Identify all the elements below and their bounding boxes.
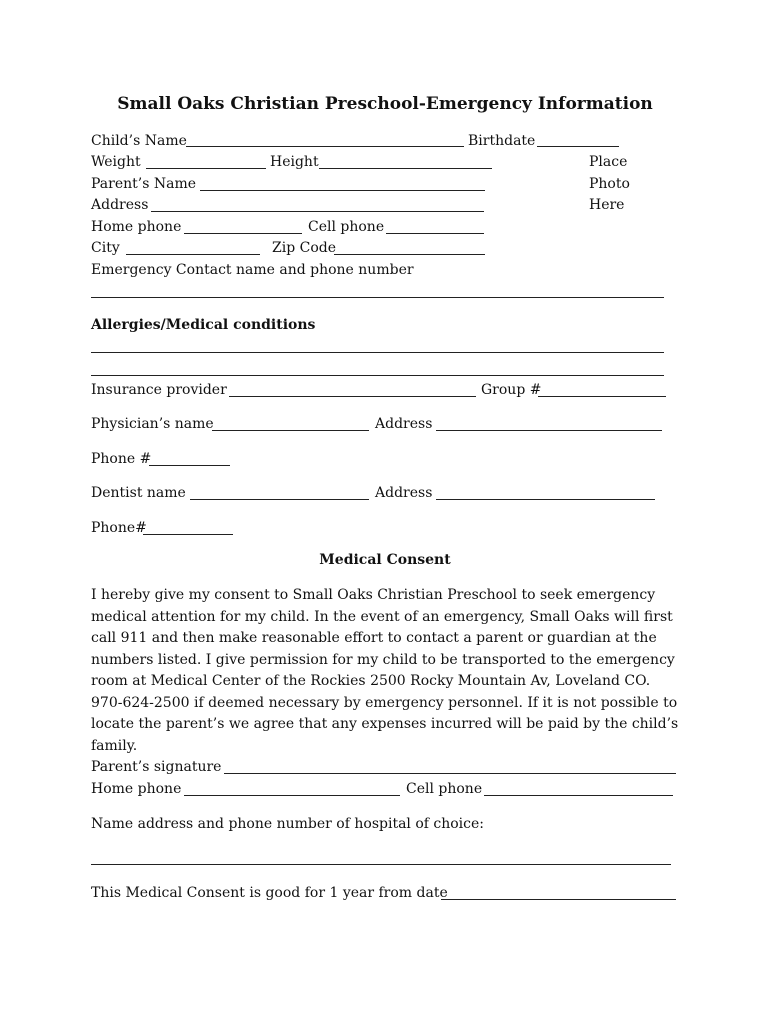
birthdate-label: Birthdate: [468, 133, 536, 149]
consent-cell-phone-label: Cell phone: [406, 781, 483, 797]
child-name-field[interactable]: [186, 146, 464, 147]
weight-label: Weight: [91, 154, 141, 170]
hospital-choice-label: Name address and phone number of hospital of choice:: [91, 816, 485, 832]
child-name-label: Child’s Name: [91, 133, 187, 149]
consent-home-phone-field[interactable]: [184, 795, 400, 796]
physician-phone-field[interactable]: [149, 465, 230, 466]
physician-name-label: Physician’s name: [91, 416, 214, 432]
height-label: Height: [270, 154, 319, 170]
address-label: Address: [91, 197, 149, 213]
consent-cell-phone-field[interactable]: [484, 795, 673, 796]
valid-from-date-field[interactable]: [441, 899, 676, 900]
form-title: Small Oaks Christian Preschool-Emergency Information: [117, 94, 653, 114]
photo-text-line: Photo: [589, 175, 630, 192]
valid-for-label: This Medical Consent is good for 1 year from date: [91, 885, 448, 901]
allergies-field-line-1[interactable]: [91, 352, 664, 353]
consent-line: room at Medical Center of the Rockies 2500 Rocky Mountain Av, Loveland CO.: [91, 673, 651, 689]
consent-home-phone-label: Home phone: [91, 781, 182, 797]
physician-name-field[interactable]: [212, 430, 369, 431]
address-field[interactable]: [151, 211, 484, 212]
city-field[interactable]: [126, 254, 260, 255]
consent-line: medical attention for my child. In the event of an emergency, Small Oaks will first: [91, 608, 673, 625]
consent-paragraph: [91, 585, 679, 757]
consent-line: 970-624-2500 if deemed necessary by emergency personnel. If it is not possible to: [91, 694, 678, 711]
consent-line: family.: [91, 737, 138, 754]
cell-phone-field[interactable]: [386, 233, 484, 234]
height-field[interactable]: [319, 168, 492, 169]
consent-line: numbers listed. I give permission for my child to be transported to the emergency: [91, 651, 675, 668]
emergency-contact-field[interactable]: [91, 297, 664, 298]
consent-line: I hereby give my consent to Small Oaks Christian Preschool to seek emergency: [91, 587, 656, 603]
allergies-heading: Allergies/Medical conditions: [91, 317, 316, 333]
birthdate-field[interactable]: [537, 146, 619, 147]
hospital-choice-field[interactable]: [91, 864, 671, 865]
photo-text-line: Here: [589, 197, 625, 213]
parent-signature-label: Parent’s signature: [91, 759, 222, 775]
parent-name-field[interactable]: [200, 190, 485, 191]
dentist-address-label: Address: [375, 485, 433, 501]
consent-line: call 911 and then make reasonable effort to contact a parent or guardian at the: [91, 630, 657, 646]
physician-phone-label: Phone #: [91, 451, 152, 467]
weight-field[interactable]: [146, 168, 266, 169]
group-field[interactable]: [538, 396, 666, 397]
consent-heading: Medical Consent: [319, 552, 451, 568]
home-phone-label: Home phone: [91, 219, 182, 235]
zip-field[interactable]: [334, 254, 485, 255]
photo-text-line: Place: [589, 154, 628, 170]
group-label: Group #: [481, 382, 542, 398]
dentist-address-field[interactable]: [436, 499, 655, 500]
dentist-name-field[interactable]: [190, 499, 369, 500]
emergency-contact-label: Emergency Contact name and phone number: [91, 262, 414, 278]
dentist-name-label: Dentist name: [91, 485, 186, 501]
cell-phone-label: Cell phone: [308, 219, 385, 235]
physician-address-field[interactable]: [436, 430, 662, 431]
zip-label: Zip Code: [272, 240, 337, 256]
insurance-provider-label: Insurance provider: [91, 382, 227, 398]
city-label: City: [91, 240, 120, 256]
home-phone-field[interactable]: [184, 233, 302, 234]
consent-line: locate the parent’s we agree that any expenses incurred will be paid by the child’s: [91, 716, 679, 732]
parent-signature-field[interactable]: [224, 773, 676, 774]
photo-placeholder: [589, 152, 630, 217]
dentist-phone-field[interactable]: [143, 534, 233, 535]
allergies-field-line-2[interactable]: [91, 375, 664, 376]
insurance-provider-field[interactable]: [229, 396, 476, 397]
dentist-phone-label: Phone#: [91, 520, 147, 536]
physician-address-label: Address: [375, 416, 433, 432]
parent-name-label: Parent’s Name: [91, 176, 196, 192]
